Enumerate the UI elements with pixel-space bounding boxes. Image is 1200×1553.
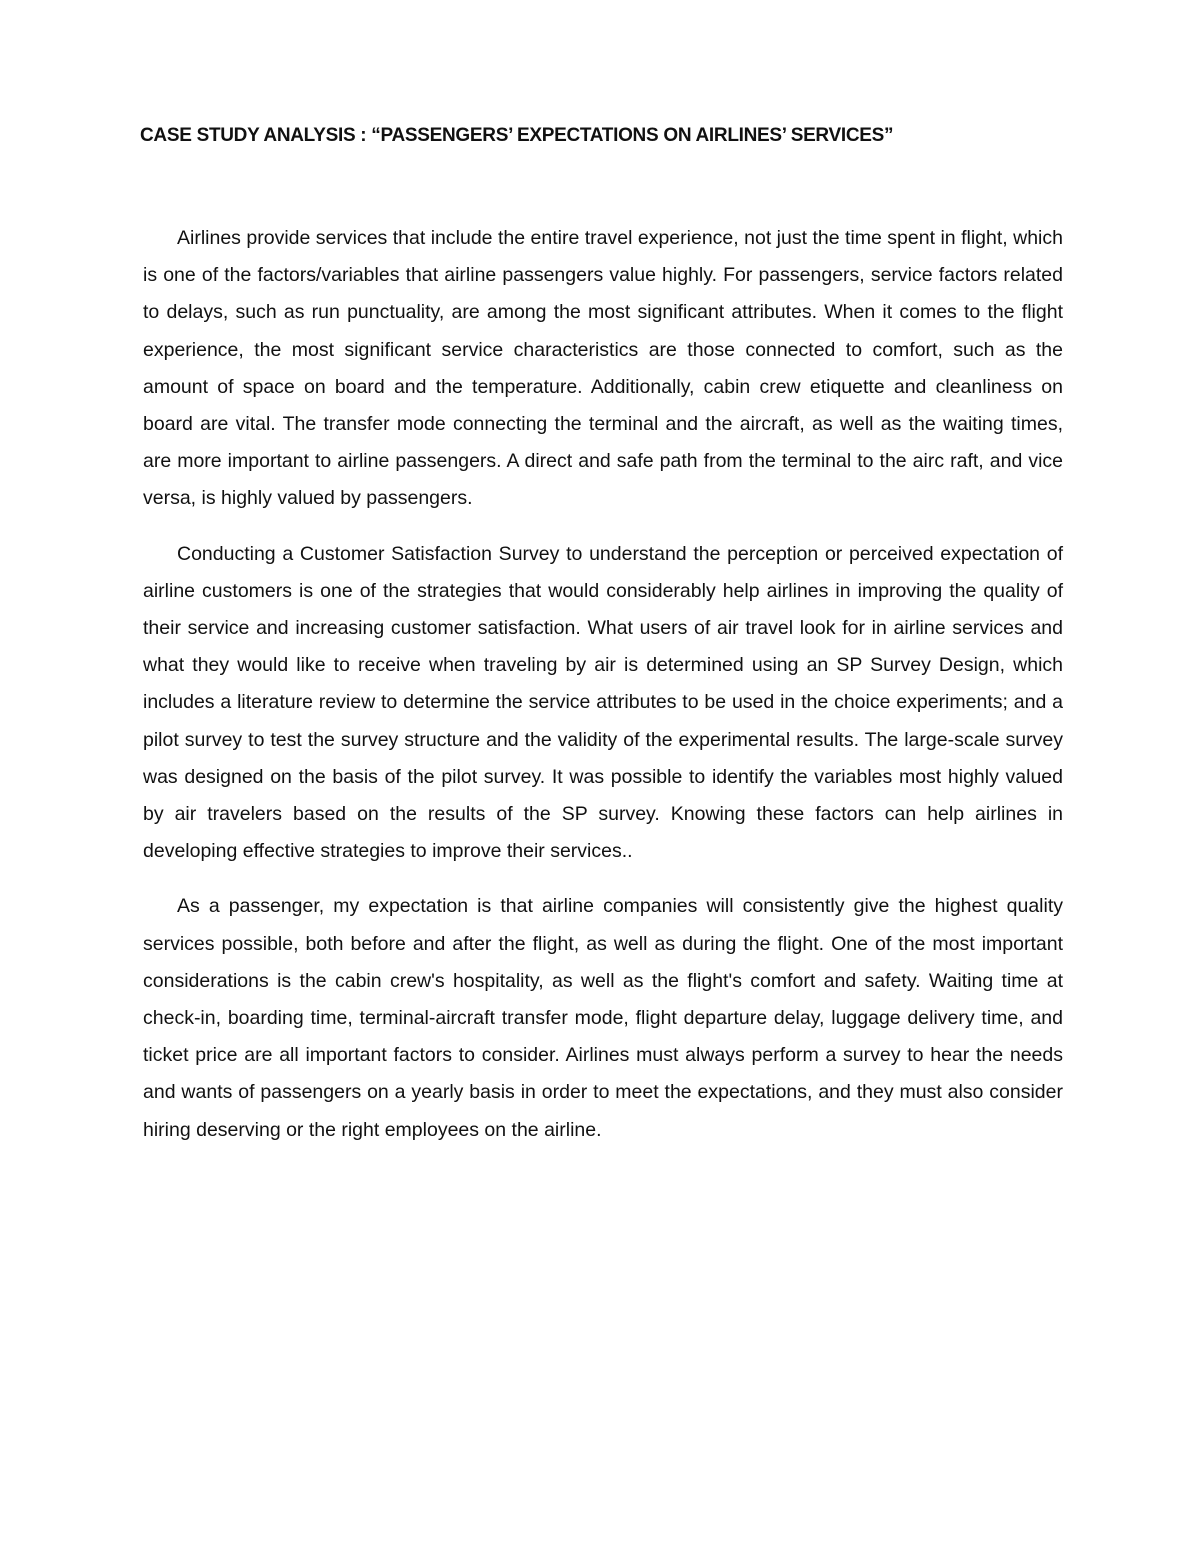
paragraph-3: As a passenger, my expectation is that airline companies will consistently give the highest quality services possible, both before and after the flight, as well as during the flight. One of the most important considerations is the cabin crew's hospitality, as well as the flight's comfort and safety. Waiting time at check-in, boarding time, terminal-aircraft transfer mode, flight departure delay, luggage delivery time, and ticket price are all important factors to consider. Airlines must always perform a survey to hear the needs and wants of passengers on a yearly basis in order to meet the expectations, and they must also consider hiring deserving or the right employees on the airline. bbox=[143, 895, 1063, 1141]
document-title: CASE STUDY ANALYSIS : “PASSENGERS’ EXPECTATIONS ON AIRLINES’ SERVICES” bbox=[140, 125, 894, 146]
paragraph-1: Airlines provide services that include the entire travel experience, not just the time spent in flight, which is one of the factors/variables that airline passengers value highly. For passengers, service factors related to delays, such as run punctuality, are among the most significant attributes. When it comes to the flight experience, the most significant service characteristics are those connected to comfort, such as the amount of space on board and the temperature. Additionally, cabin crew etiquette and cleanliness on board are vital. The transfer mode connecting the terminal and the aircraft, as well as the waiting times, are more important to airline passengers. A direct and safe path from the terminal to the airc raft, and vice versa, is highly valued by passengers. bbox=[143, 227, 1063, 510]
paragraph-2: Conducting a Customer Satisfaction Survey to understand the perception or perceived expectation of airline customers is one of the strategies that would considerably help airlines in improving the quality of their service and increasing customer satisfaction. What users of air travel look for in airline services and what they would like to receive when traveling by air is determined using an SP Survey Design, which includes a literature review to determine the service attributes to be used in the choice experiments; and a pilot survey to test the survey structure and the validity of the experimental results. The large-scale survey was designed on the basis of the pilot survey. It was possible to identify the variables most highly valued by air travelers based on the results of the SP survey. Knowing these factors can help airlines in developing effective strategies to improve their services.. bbox=[143, 542, 1063, 863]
document-body bbox=[143, 220, 1063, 1167]
